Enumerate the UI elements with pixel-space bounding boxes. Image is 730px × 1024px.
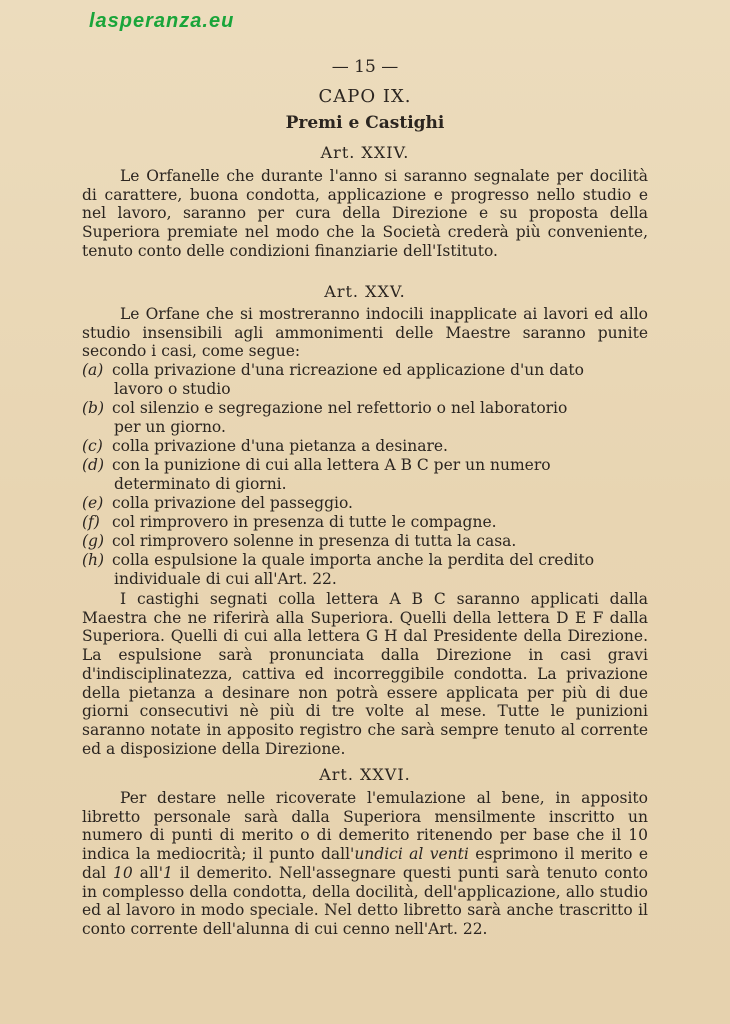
article-26-text-part: esprimono il merito e dal bbox=[82, 845, 648, 882]
article-26-heading: Art. XXVI. bbox=[319, 765, 411, 784]
article-26-italic-range: undici al venti bbox=[354, 845, 469, 864]
punishment-item-line bbox=[82, 361, 650, 380]
punishment-item bbox=[82, 361, 650, 398]
punishment-text: col rimprovero solenne in presenza di tutta la casa. bbox=[112, 532, 517, 550]
punishment-item-line bbox=[82, 437, 650, 456]
article-26-paragraph bbox=[82, 789, 648, 939]
article-25-heading: Art. XXV. bbox=[324, 282, 406, 301]
article-25-closing bbox=[82, 590, 648, 758]
page-number: — 15 — bbox=[331, 57, 399, 77]
punishment-text: colla privazione d'una ricreazione ed applicazione d'un dato bbox=[112, 361, 584, 379]
punishment-letter: (a) bbox=[82, 361, 104, 379]
punishment-text: col rimprovero in presenza di tutte le compagne. bbox=[112, 513, 497, 531]
article-26-text bbox=[82, 789, 648, 939]
punishment-letter: (d) bbox=[82, 456, 105, 474]
punishment-item-line bbox=[82, 399, 650, 418]
punishment-letter: (g) bbox=[82, 532, 105, 550]
chapter-title: Premi e Castighi bbox=[285, 113, 445, 133]
article-24-text bbox=[82, 167, 648, 261]
punishment-text-continued: per un giorno. bbox=[114, 417, 226, 436]
punishment-text-continued: lavoro o studio bbox=[114, 379, 231, 398]
punishment-letter: (b) bbox=[82, 399, 105, 417]
punishment-item bbox=[82, 551, 650, 588]
punishment-text-continued: individuale di cui all'Art. 22. bbox=[114, 569, 337, 588]
article-24-paragraph: Le Orfanelle che durante l'anno si saranno segnalate per docilità di carattere, buona condotta, applicazione e progresso nello studio e nel lavoro, saranno per cura della Direzione e su proposta della Superiora premiate nel modo che la Società crederà più conveniente, tenuto conto delle condizioni finanziarie dell'Istituto. bbox=[82, 167, 648, 260]
article-26-italic-one: 1 bbox=[163, 863, 173, 882]
punishment-text: colla privazione del passeggio. bbox=[112, 494, 353, 512]
punishment-letter: (f) bbox=[82, 513, 100, 531]
punishment-item-line bbox=[82, 551, 650, 570]
punishment-item bbox=[82, 456, 650, 493]
chapter-heading: CAPO IX. bbox=[318, 86, 412, 107]
punishment-item-line bbox=[82, 532, 650, 551]
punishment-item-line bbox=[82, 494, 650, 513]
punishment-item bbox=[82, 532, 650, 551]
article-25-intro bbox=[82, 305, 648, 361]
punishment-item bbox=[82, 399, 650, 436]
punishment-text: con la punizione di cui alla lettera A B C per un numero bbox=[112, 456, 551, 474]
punishment-text: colla privazione d'una pietanza a desinare. bbox=[112, 437, 448, 455]
article-26-text-part: all' bbox=[132, 863, 164, 882]
punishment-item-line bbox=[82, 456, 650, 475]
punishment-letter: (e) bbox=[82, 494, 104, 512]
article-26-text-part: il demerito. Nell'assegnare questi punti sarà tenuto conto in complesso della condotta, della docilità, dell'applicazione, allo studio ed al lavoro in modo speciale. Nel detto libretto sarà anche trascritto il conto corrente dell'alunna di cui cenno nell'Art. 22. bbox=[82, 863, 648, 938]
punishment-letter: (c) bbox=[82, 437, 103, 455]
article-25-closing-paragraph: I castighi segnati colla lettera A B C saranno applicati dalla Maestra che ne riferirà alla Superiora. Quelli della lettera D E F dalla Superiora. Quelli di cui alla lettera G H dal Presidente della Direzione. La espulsione sarà pronunciata dalla Direzione in casi gravi d'indisciplinatezza, cattiva ed incorreggibile condotta. La privazione della pietanza a desinare non potrà essere applicata per più di due giorni consecutivi nè più di tre volte al mese. Tutte le punizioni saranno notate in apposito registro che sarà sempre tenuto al corrente ed a disposizione della Direzione. bbox=[82, 590, 648, 758]
punishment-item bbox=[82, 494, 650, 513]
article-24-heading: Art. XXIV. bbox=[320, 143, 410, 162]
article-25-intro-paragraph: Le Orfane che si mostreranno indocili inapplicate ai lavori ed allo studio insensibili agli ammonimenti delle Maestre saranno punite secondo i casi, come segue: bbox=[82, 305, 648, 361]
punishment-letter: (h) bbox=[82, 551, 105, 569]
punishment-item-line bbox=[82, 513, 650, 532]
punishment-text: col silenzio e segregazione nel refettorio o nel laboratorio bbox=[112, 399, 568, 417]
article-26-italic-ten: 10 bbox=[113, 863, 133, 882]
punishment-item bbox=[82, 437, 650, 456]
watermark-logo: lasperanza.eu bbox=[89, 10, 235, 32]
punishment-text-continued: determinato di giorni. bbox=[114, 474, 287, 493]
article-26-text-part: Per destare nelle ricoverate l'emulazione al bene, in apposito libretto personale sarà dalla Superiora mensilmente inscritto un numero di punti di merito o di demerito ritenendo per base che il 10 indica la mediocrità; il punto dall' bbox=[82, 789, 648, 864]
punishment-text: colla espulsione la quale importa anche la perdita del credito bbox=[112, 551, 595, 569]
punishment-item bbox=[82, 513, 650, 532]
